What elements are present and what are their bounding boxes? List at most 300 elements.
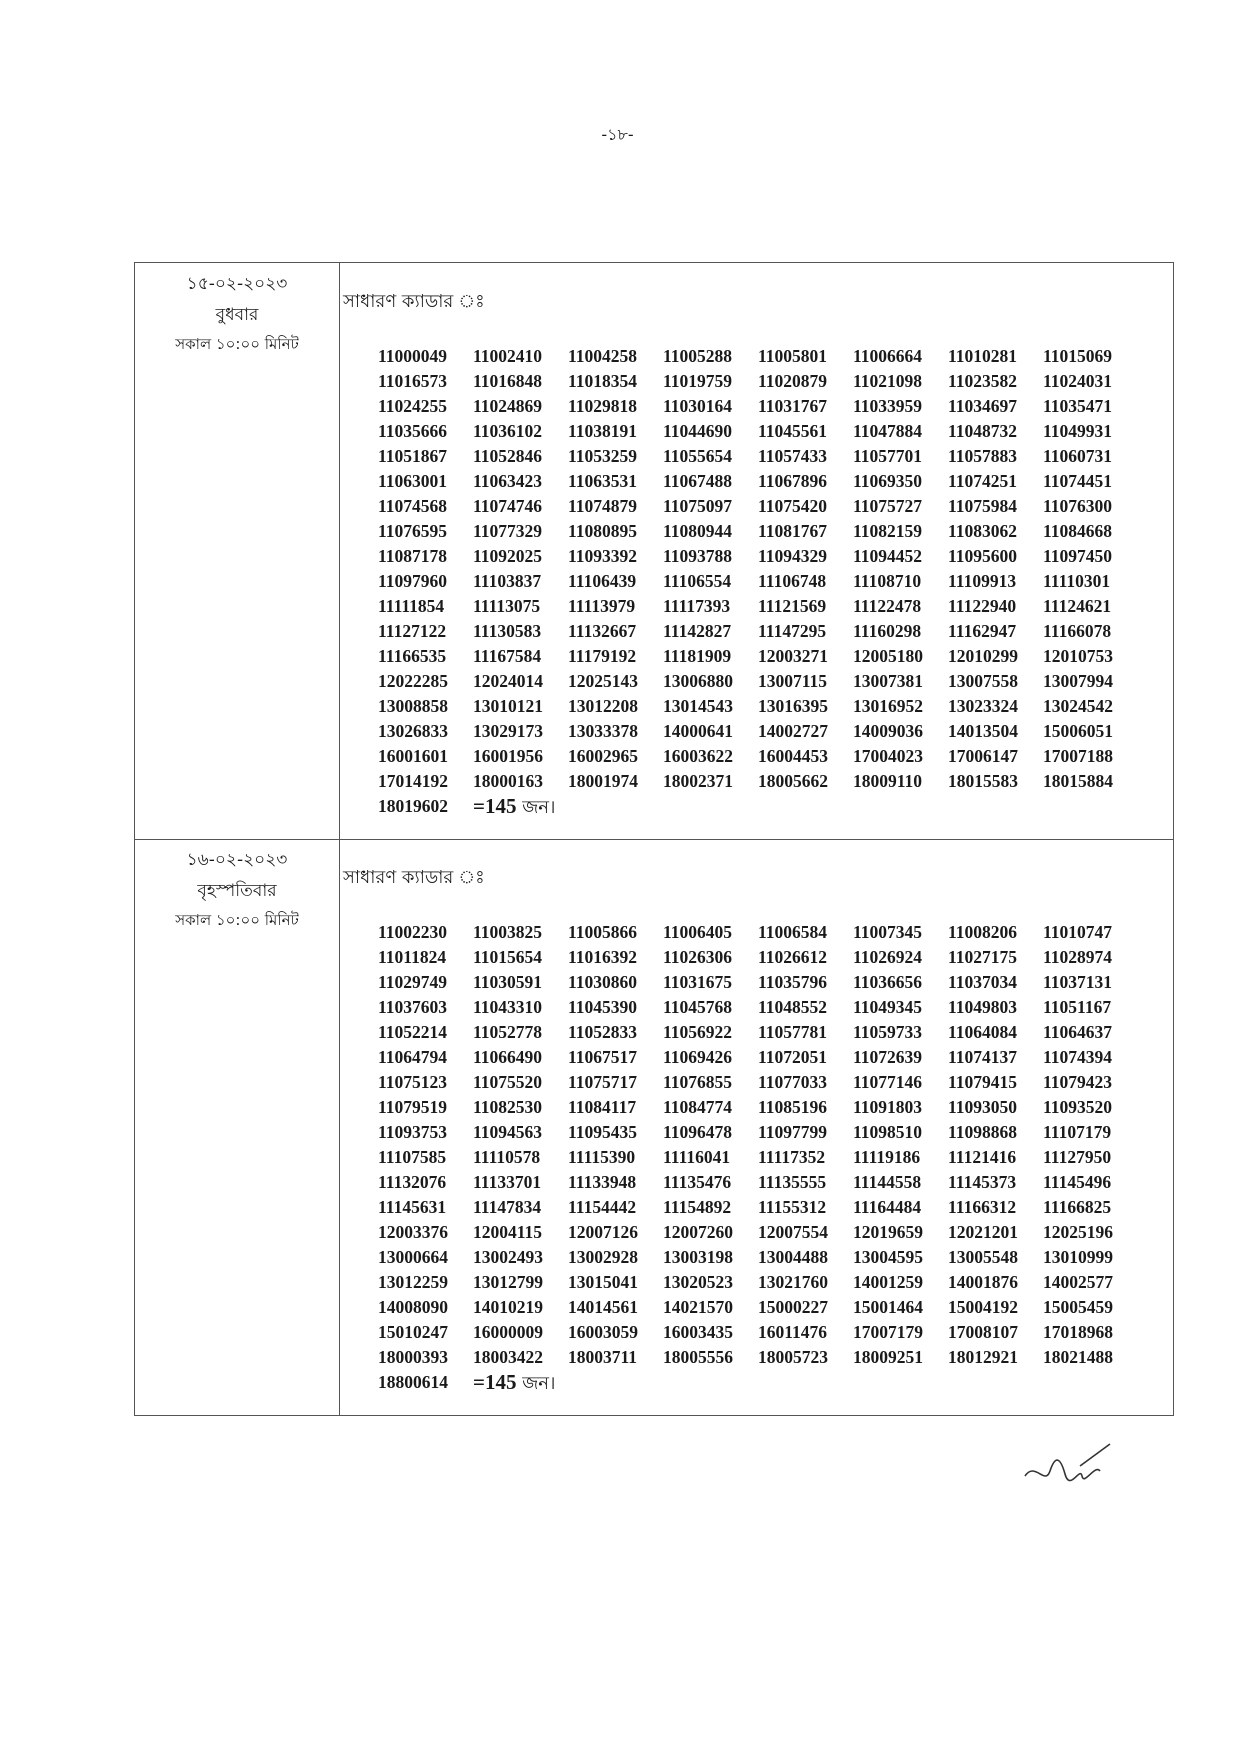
roll-number: 11031767 (758, 396, 828, 416)
roll-number: 11000049 (378, 346, 448, 366)
total-count (473, 1370, 758, 1396)
roll-number: 11043310 (473, 997, 543, 1017)
roll-number: 11005801 (758, 346, 828, 366)
roll-number: 11007345 (853, 922, 923, 942)
roll-number: 11020879 (758, 371, 828, 391)
roll-number: 11166078 (1043, 621, 1112, 641)
roll-number: 18001974 (568, 771, 638, 791)
roll-number: 18002371 (663, 771, 733, 791)
roll-number: 11016848 (473, 371, 543, 391)
roll-number: 18015583 (948, 771, 1018, 791)
roll-number: 16001956 (473, 746, 543, 766)
session-time: সকাল ১০:০০ মিনিট (175, 911, 299, 929)
roll-number: 12007554 (758, 1222, 828, 1242)
total-count-value: =145 (473, 794, 517, 818)
roll-number: 11074451 (1043, 471, 1113, 491)
roll-number: 11132667 (568, 621, 637, 641)
roll-number: 11074746 (473, 496, 543, 516)
roll-number: 11033959 (853, 396, 923, 416)
roll-number: 11084668 (1043, 521, 1113, 541)
roll-number: 11002230 (378, 922, 448, 942)
roll-number: 11049345 (853, 997, 923, 1017)
roll-number: 11077146 (853, 1072, 923, 1092)
roll-number: 11122478 (853, 596, 922, 616)
roll-number: 11142827 (663, 621, 732, 641)
roll-number: 11132076 (378, 1172, 447, 1192)
roll-number: 11147834 (473, 1197, 542, 1217)
roll-number: 11110578 (473, 1147, 541, 1167)
session-1-content (343, 287, 1155, 820)
roll-number: 11057433 (758, 446, 828, 466)
roll-number: 11049803 (948, 997, 1018, 1017)
roll-number: 11069350 (853, 471, 923, 491)
roll-number: 11093392 (568, 546, 638, 566)
roll-number: 11113075 (473, 596, 541, 616)
roll-number: 13029173 (473, 721, 543, 741)
roll-number: 13007558 (948, 671, 1018, 691)
roll-number: 13012799 (473, 1272, 543, 1292)
roll-number: 11087178 (378, 546, 448, 566)
roll-number: 11084774 (663, 1097, 733, 1117)
roll-number: 18005723 (758, 1347, 828, 1367)
roll-number: 11031675 (663, 972, 733, 992)
roll-number: 11024255 (378, 396, 448, 416)
roll-number: 11107585 (378, 1147, 447, 1167)
roll-number: 14021570 (663, 1297, 733, 1317)
roll-number: 11072051 (758, 1047, 828, 1067)
roll-number: 11021098 (853, 371, 923, 391)
session-date: ১৬-০২-২০২৩ (186, 850, 288, 870)
roll-number: 18009110 (853, 771, 923, 791)
roll-number: 18000393 (378, 1347, 448, 1367)
roll-number: 16003622 (663, 746, 733, 766)
roll-number: 11052778 (473, 1022, 543, 1042)
roll-number: 11057701 (853, 446, 923, 466)
roll-number: 11066490 (473, 1047, 543, 1067)
roll-number: 17008107 (948, 1322, 1018, 1342)
roll-number: 11077033 (758, 1072, 828, 1092)
roll-number: 11160298 (853, 621, 922, 641)
roll-number: 11080944 (663, 521, 733, 541)
exam-schedule-table (134, 262, 1174, 1416)
roll-number: 11145373 (948, 1172, 1017, 1192)
roll-number: 11052846 (473, 446, 543, 466)
roll-number: 11133701 (473, 1172, 542, 1192)
roll-number: 11019759 (663, 371, 733, 391)
total-count-unit: জন। (516, 797, 556, 818)
roll-number: 11037603 (378, 997, 448, 1017)
roll-number: 13023324 (948, 696, 1018, 716)
cadre-heading: সাধারণ ক্যাডার ঃ (343, 867, 485, 888)
roll-number: 11015654 (473, 947, 543, 967)
roll-number: 11092025 (473, 546, 543, 566)
roll-number: 11005288 (663, 346, 733, 366)
roll-number: 11051867 (378, 446, 448, 466)
roll-number: 11004258 (568, 346, 638, 366)
roll-number: 11016573 (378, 371, 448, 391)
roll-number: 11111854 (378, 596, 445, 616)
roll-number: 11121416 (948, 1147, 1017, 1167)
roll-number: 11036102 (473, 421, 543, 441)
roll-number: 11018354 (568, 371, 638, 391)
roll-number: 11094563 (473, 1122, 543, 1142)
roll-number: 11056922 (663, 1022, 733, 1042)
roll-number: 11003825 (473, 922, 543, 942)
roll-number: 16004453 (758, 746, 828, 766)
roll-number: 11097450 (1043, 546, 1113, 566)
roll-number: 11026924 (853, 947, 923, 967)
roll-number: 11067517 (568, 1047, 638, 1067)
roll-number: 13015041 (568, 1272, 638, 1292)
roll-number: 11015069 (1043, 346, 1113, 366)
total-count (473, 794, 758, 820)
roll-number: 13006880 (663, 671, 733, 691)
roll-number: 15010247 (378, 1322, 448, 1342)
roll-number: 13004595 (853, 1247, 923, 1267)
roll-number: 11030164 (663, 396, 733, 416)
roll-number: 11098510 (853, 1122, 923, 1142)
roll-number: 13002493 (473, 1247, 543, 1267)
roll-number: 11117352 (758, 1147, 826, 1167)
roll-number: 14008090 (378, 1297, 448, 1317)
roll-number: 18005662 (758, 771, 828, 791)
roll-number: 18005556 (663, 1347, 733, 1367)
roll-number: 11109913 (948, 571, 1017, 591)
roll-number: 11103837 (473, 571, 542, 591)
roll-number: 18003711 (568, 1347, 638, 1367)
roll-number: 11113979 (568, 596, 636, 616)
roll-number: 11010747 (1043, 922, 1113, 942)
roll-number: 14013504 (948, 721, 1018, 741)
session-date: ১৫-০২-২০২৩ (186, 274, 288, 294)
roll-number: 11053259 (568, 446, 638, 466)
roll-number: 11110301 (1043, 571, 1111, 591)
roll-number: 11024031 (1043, 371, 1113, 391)
roll-number: 11097799 (758, 1122, 828, 1142)
roll-number: 12004115 (473, 1222, 543, 1242)
roll-number: 13024542 (1043, 696, 1113, 716)
session-time: সকাল ১০:০০ মিনিট (175, 335, 299, 353)
roll-number: 11098868 (948, 1122, 1018, 1142)
roll-number: 13016952 (853, 696, 923, 716)
roll-number: 14002727 (758, 721, 828, 741)
roll-number: 11095435 (568, 1122, 638, 1142)
roll-number: 16001601 (378, 746, 448, 766)
roll-number: 13004488 (758, 1247, 828, 1267)
roll-number: 11074251 (948, 471, 1018, 491)
roll-number: 11027175 (948, 947, 1018, 967)
roll-number: 13007381 (853, 671, 923, 691)
roll-number: 11048732 (948, 421, 1018, 441)
roll-number: 11023582 (948, 371, 1018, 391)
roll-number: 11052833 (568, 1022, 638, 1042)
roll-number: 18003422 (473, 1347, 543, 1367)
roll-number: 11072639 (853, 1047, 923, 1067)
roll-number: 11075727 (853, 496, 923, 516)
session-day: বৃহস্পতিবার (197, 881, 277, 901)
roll-number: 11097960 (378, 571, 448, 591)
roll-number: 13020523 (663, 1272, 733, 1292)
roll-number: 11093050 (948, 1097, 1018, 1117)
roll-number: 11036656 (853, 972, 923, 992)
roll-number: 11079519 (378, 1097, 448, 1117)
roll-number: 17007188 (1043, 746, 1113, 766)
roll-number: 11124621 (1043, 596, 1112, 616)
roll-number: 11026612 (758, 947, 828, 967)
roll-number: 17006147 (948, 746, 1018, 766)
roll-number: 12025196 (1043, 1222, 1113, 1242)
roll-number: 11002410 (473, 346, 543, 366)
roll-number: 13000664 (378, 1247, 448, 1267)
roll-number: 11133948 (568, 1172, 637, 1192)
session-day: বুধবার (215, 305, 259, 325)
roll-number: 11108710 (853, 571, 922, 591)
roll-number: 16011476 (758, 1322, 828, 1342)
roll-number: 18000163 (473, 771, 543, 791)
roll-number: 11095600 (948, 546, 1018, 566)
roll-number: 11093753 (378, 1122, 448, 1142)
roll-number: 11084117 (568, 1097, 637, 1117)
roll-number: 11094329 (758, 546, 828, 566)
roll-number: 11147295 (758, 621, 827, 641)
session-2-content (343, 863, 1155, 1396)
roll-number: 11106554 (663, 571, 732, 591)
roll-number: 11144558 (853, 1172, 922, 1192)
roll-number: 13012208 (568, 696, 638, 716)
roll-number: 16000009 (473, 1322, 543, 1342)
roll-number: 11154892 (663, 1197, 732, 1217)
roll-number: 11006584 (758, 922, 828, 942)
roll-number: 11064084 (948, 1022, 1018, 1042)
roll-number: 11085196 (758, 1097, 828, 1117)
roll-number: 11067488 (663, 471, 733, 491)
roll-number: 11119186 (853, 1147, 921, 1167)
roll-number: 15005459 (1043, 1297, 1113, 1317)
roll-number: 11075420 (758, 496, 828, 516)
roll-number: 18009251 (853, 1347, 923, 1367)
roll-number: 11008206 (948, 922, 1018, 942)
roll-number: 11167584 (473, 646, 542, 666)
roll-number: 11035666 (378, 421, 448, 441)
roll-number: 11083062 (948, 521, 1018, 541)
roll-number: 15000227 (758, 1297, 828, 1317)
roll-number: 11037131 (1043, 972, 1113, 992)
roll-number: 11076300 (1043, 496, 1113, 516)
roll-number: 13012259 (378, 1272, 448, 1292)
roll-number: 13033378 (568, 721, 638, 741)
roll-number: 14000641 (663, 721, 733, 741)
roll-number: 11057781 (758, 1022, 828, 1042)
roll-number: 11030860 (568, 972, 638, 992)
roll-number: 13010999 (1043, 1247, 1113, 1267)
row-divider (135, 839, 1173, 840)
roll-number: 11107179 (1043, 1122, 1112, 1142)
roll-number: 17014192 (378, 771, 448, 791)
roll-number: 13002928 (568, 1247, 638, 1267)
roll-number: 17004023 (853, 746, 923, 766)
roll-number: 11076595 (378, 521, 448, 541)
roll-number: 15001464 (853, 1297, 923, 1317)
roll-number: 11077329 (473, 521, 543, 541)
roll-number: 11075097 (663, 496, 733, 516)
roll-number-list (378, 920, 1155, 1396)
roll-number: 18800614 (378, 1372, 448, 1392)
total-count-value: =145 (473, 1370, 517, 1394)
roll-number: 11117393 (663, 596, 731, 616)
roll-number: 11011824 (378, 947, 447, 967)
roll-number: 11166312 (948, 1197, 1017, 1217)
roll-number: 11079423 (1043, 1072, 1113, 1092)
roll-number: 11081767 (758, 521, 828, 541)
roll-number: 11135555 (758, 1172, 827, 1192)
roll-number: 11060731 (1043, 446, 1113, 466)
roll-number: 11094452 (853, 546, 923, 566)
roll-number: 11045561 (758, 421, 828, 441)
roll-number: 11154442 (568, 1197, 637, 1217)
roll-number: 11082530 (473, 1097, 543, 1117)
roll-number: 11122940 (948, 596, 1017, 616)
roll-number: 11069426 (663, 1047, 733, 1067)
roll-number: 11010281 (948, 346, 1018, 366)
roll-number: 11049931 (1043, 421, 1113, 441)
roll-number: 11026306 (663, 947, 733, 967)
roll-number: 14009036 (853, 721, 923, 741)
roll-number: 18012921 (948, 1347, 1018, 1367)
roll-number: 11045390 (568, 997, 638, 1017)
roll-number: 11035471 (1043, 396, 1113, 416)
roll-number: 11063531 (568, 471, 638, 491)
roll-number: 11145496 (1043, 1172, 1112, 1192)
roll-number: 11106748 (758, 571, 827, 591)
roll-number: 11093788 (663, 546, 733, 566)
roll-number: 11091803 (853, 1097, 923, 1117)
roll-number: 13016395 (758, 696, 828, 716)
roll-number: 13021760 (758, 1272, 828, 1292)
roll-number: 14002577 (1043, 1272, 1113, 1292)
roll-number: 12005180 (853, 646, 923, 666)
roll-number: 11130583 (473, 621, 542, 641)
roll-number: 11127122 (378, 621, 447, 641)
roll-number: 13008858 (378, 696, 448, 716)
roll-number: 15006051 (1043, 721, 1113, 741)
roll-number: 11029818 (568, 396, 638, 416)
roll-number: 11064794 (378, 1047, 448, 1067)
roll-number: 13007115 (758, 671, 828, 691)
roll-number: 12025143 (568, 671, 638, 691)
roll-number: 11034697 (948, 396, 1018, 416)
roll-number: 13026833 (378, 721, 448, 741)
roll-number: 14001876 (948, 1272, 1018, 1292)
roll-number: 11074568 (378, 496, 448, 516)
roll-number: 11051167 (1043, 997, 1112, 1017)
roll-number: 11044690 (663, 421, 733, 441)
roll-number: 14001259 (853, 1272, 923, 1292)
roll-number: 12007126 (568, 1222, 638, 1242)
roll-number: 17007179 (853, 1322, 923, 1342)
roll-number: 16003435 (663, 1322, 733, 1342)
roll-number: 11016392 (568, 947, 638, 967)
roll-number: 11181909 (663, 646, 732, 666)
roll-number: 18021488 (1043, 1347, 1113, 1367)
roll-number: 16003059 (568, 1322, 638, 1342)
roll-number: 12007260 (663, 1222, 733, 1242)
roll-number: 11074879 (568, 496, 638, 516)
roll-number: 12003376 (378, 1222, 448, 1242)
roll-number: 11038191 (568, 421, 638, 441)
roll-number: 14010219 (473, 1297, 543, 1317)
signature-image (1020, 1436, 1120, 1496)
roll-number: 11096478 (663, 1122, 733, 1142)
roll-number: 11166825 (1043, 1197, 1112, 1217)
roll-number: 11055654 (663, 446, 733, 466)
roll-number: 11075123 (378, 1072, 448, 1092)
roll-number: 11005866 (568, 922, 638, 942)
session-2-date-cell (135, 845, 339, 933)
roll-number: 11006664 (853, 346, 923, 366)
roll-number: 11064637 (1043, 1022, 1113, 1042)
session-1-date-cell (135, 269, 339, 357)
roll-number: 13005548 (948, 1247, 1018, 1267)
roll-number: 11057883 (948, 446, 1018, 466)
roll-number: 11024869 (473, 396, 543, 416)
roll-number: 11082159 (853, 521, 923, 541)
roll-number: 18015884 (1043, 771, 1113, 791)
roll-number: 11155312 (758, 1197, 827, 1217)
roll-number: 13010121 (473, 696, 543, 716)
roll-number-list (378, 344, 1155, 820)
roll-number: 11047884 (853, 421, 923, 441)
roll-number: 11030591 (473, 972, 543, 992)
roll-number: 11079415 (948, 1072, 1018, 1092)
roll-number: 12010299 (948, 646, 1018, 666)
roll-number: 17018968 (1043, 1322, 1113, 1342)
roll-number: 11164484 (853, 1197, 922, 1217)
roll-number: 11075520 (473, 1072, 543, 1092)
roll-number: 11006405 (663, 922, 733, 942)
cadre-heading: সাধারণ ক্যাডার ঃ (343, 291, 485, 312)
roll-number: 11075717 (568, 1072, 638, 1092)
roll-number: 11029749 (378, 972, 448, 992)
roll-number: 11076855 (663, 1072, 733, 1092)
roll-number: 18019602 (378, 796, 448, 816)
roll-number: 11063423 (473, 471, 543, 491)
roll-number: 11179192 (568, 646, 637, 666)
roll-number: 11121569 (758, 596, 827, 616)
roll-number: 13003198 (663, 1247, 733, 1267)
page-number: -১৮- (601, 125, 634, 144)
roll-number: 11063001 (378, 471, 448, 491)
roll-number: 11080895 (568, 521, 638, 541)
roll-number: 11106439 (568, 571, 637, 591)
roll-number: 16002965 (568, 746, 638, 766)
roll-number: 11028974 (1043, 947, 1113, 967)
roll-number: 11162947 (948, 621, 1017, 641)
total-count-unit: জন। (516, 1373, 556, 1394)
roll-number: 11074394 (1043, 1047, 1113, 1067)
roll-number: 11074137 (948, 1047, 1018, 1067)
roll-number: 12003271 (758, 646, 828, 666)
roll-number: 11048552 (758, 997, 828, 1017)
roll-number: 11059733 (853, 1022, 923, 1042)
roll-number: 11037034 (948, 972, 1018, 992)
roll-number: 11145631 (378, 1197, 447, 1217)
roll-number: 12010753 (1043, 646, 1113, 666)
roll-number: 11075984 (948, 496, 1018, 516)
roll-number: 11127950 (1043, 1147, 1112, 1167)
roll-number: 11135476 (663, 1172, 732, 1192)
roll-number: 12022285 (378, 671, 448, 691)
roll-number: 14014561 (568, 1297, 638, 1317)
